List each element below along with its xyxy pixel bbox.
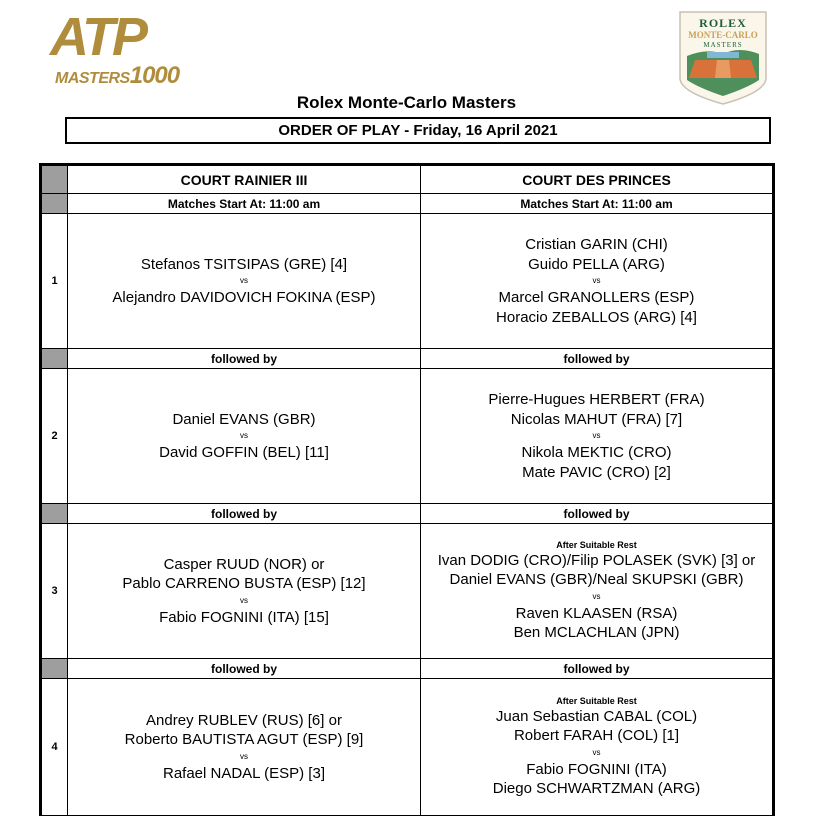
atp-logo-sub (55, 62, 179, 90)
start-time-2: Matches Start At: 11:00 am (421, 194, 774, 214)
player-name: Fabio FOGNINI (ITA) [15] (159, 608, 329, 626)
court-name-1: COURT RAINIER III (68, 165, 421, 194)
player-name: Robert FARAH (COL) [1] (513, 727, 680, 744)
player-name: Diego SCHWARTZMAN (ARG) (492, 780, 701, 797)
followed-by-corner-cell (41, 659, 68, 679)
match-entry (421, 235, 772, 327)
player-name: Stefanos TSITSIPAS (GRE) [4] (140, 255, 348, 273)
match-cell (68, 369, 421, 504)
player-name: Juan Sebastian CABAL (COL) (495, 707, 698, 725)
order-of-play-title: ORDER OF PLAY - Friday, 16 April 2021 (65, 117, 771, 144)
player-name: Horacio ZEBALLOS (ARG) [4] (496, 308, 697, 326)
court-header-row (41, 165, 774, 194)
match-row (41, 214, 774, 349)
after-rest-note: After Suitable Rest (556, 539, 637, 550)
atp-logo-number: 1000 (129, 62, 180, 89)
match-row (41, 369, 774, 504)
player-name: Alejandro DAVIDOVICH FOKINA (ESP) (112, 289, 376, 306)
match-number: 2 (41, 369, 68, 504)
followed-by-corner-cell (41, 349, 68, 369)
followed-by-corner-cell (41, 504, 68, 524)
match-entry (421, 696, 772, 799)
match-entry (421, 540, 772, 643)
match-cell (68, 679, 421, 816)
event-title: Rolex Monte-Carlo Masters (296, 93, 517, 112)
match-entry (68, 555, 420, 628)
match-cell (421, 214, 774, 349)
match-cell (421, 679, 774, 816)
match-number: 3 (41, 524, 68, 659)
start-time-1: Matches Start At: 11:00 am (68, 194, 421, 214)
player-name: Roberto BAUTISTA AGUT (ESP) [9] (124, 731, 364, 749)
player-name: Pablo CARRENO BUSTA (ESP) [12] (122, 575, 366, 593)
player-name: Nicolas MAHUT (FRA) [7] (510, 410, 683, 428)
player-name: Mate PAVIC (CRO) [2] (522, 463, 671, 481)
start-time-row (41, 194, 774, 214)
player-name: Pierre-Hugues HERBERT (FRA) (488, 391, 705, 408)
player-name: Guido PELLA (ARG) (528, 255, 665, 273)
player-name: Raven KLAASEN (RSA) (515, 604, 678, 622)
match-cell (421, 524, 774, 659)
match-number: 1 (41, 214, 68, 349)
versus-label: vs (240, 751, 248, 761)
player-name: Daniel EVANS (GBR) (172, 410, 316, 428)
player-name: Marcel GRANOLLERS (ESP) (498, 289, 695, 306)
versus-label: vs (592, 431, 601, 440)
versus-label: vs (240, 595, 248, 605)
followed-by-label: followed by (68, 659, 421, 679)
followed-by-label: followed by (421, 349, 774, 369)
match-entry (68, 255, 420, 308)
versus-label: vs (240, 276, 248, 285)
start-corner-cell (41, 194, 68, 214)
match-row (41, 524, 774, 659)
player-name: Rafael NADAL (ESP) [3] (162, 764, 325, 782)
player-name: Andrey RUBLEV (RUS) [6] or (146, 711, 342, 729)
badge-masters: MASTERS (703, 41, 743, 49)
header-corner-cell (41, 165, 68, 194)
player-name: Nikola MEKTIC (CRO) (521, 444, 672, 461)
atp-logo-masters: MASTERS (55, 70, 130, 87)
atp-logo-word: ATP (50, 7, 145, 67)
match-number: 4 (41, 679, 68, 816)
followed-by-label: followed by (68, 504, 421, 524)
match-entry (421, 390, 772, 482)
match-cell (68, 214, 421, 349)
court-name-2: COURT DES PRINCES (421, 165, 774, 194)
match-cell (68, 524, 421, 659)
player-name: Ben MCLACHLAN (JPN) (513, 624, 680, 641)
player-name: Casper RUUD (NOR) or (163, 555, 325, 573)
match-row (41, 679, 774, 816)
badge-name: MONTE-CARLO (688, 30, 758, 40)
player-name: Cristian GARIN (CHI) (525, 236, 668, 253)
player-name: Ivan DODIG (CRO)/Filip POLASEK (SVK) [3] or (437, 551, 756, 569)
followed-by-label: followed by (421, 659, 774, 679)
atp-masters-1000-logo (50, 7, 200, 89)
versus-label: vs (240, 431, 248, 440)
match-entry (68, 410, 420, 463)
order-of-play-table (39, 163, 775, 816)
followed-by-row (41, 659, 774, 679)
badge-rolex: ROLEX (699, 16, 747, 30)
player-name: David GOFFIN (BEL) [11] (159, 444, 329, 461)
match-cell (421, 369, 774, 504)
versus-label: vs (592, 591, 601, 601)
player-name: Daniel EVANS (GBR)/Neal SKUPSKI (GBR) (449, 571, 744, 588)
followed-by-label: followed by (68, 349, 421, 369)
followed-by-row (41, 349, 774, 369)
versus-label: vs (592, 747, 601, 757)
match-entry (68, 711, 420, 784)
monte-carlo-masters-badge (677, 8, 769, 106)
player-name: Fabio FOGNINI (ITA) (526, 760, 667, 778)
followed-by-label: followed by (421, 504, 774, 524)
followed-by-row (41, 504, 774, 524)
after-rest-note: After Suitable Rest (556, 695, 637, 706)
versus-label: vs (592, 276, 601, 285)
